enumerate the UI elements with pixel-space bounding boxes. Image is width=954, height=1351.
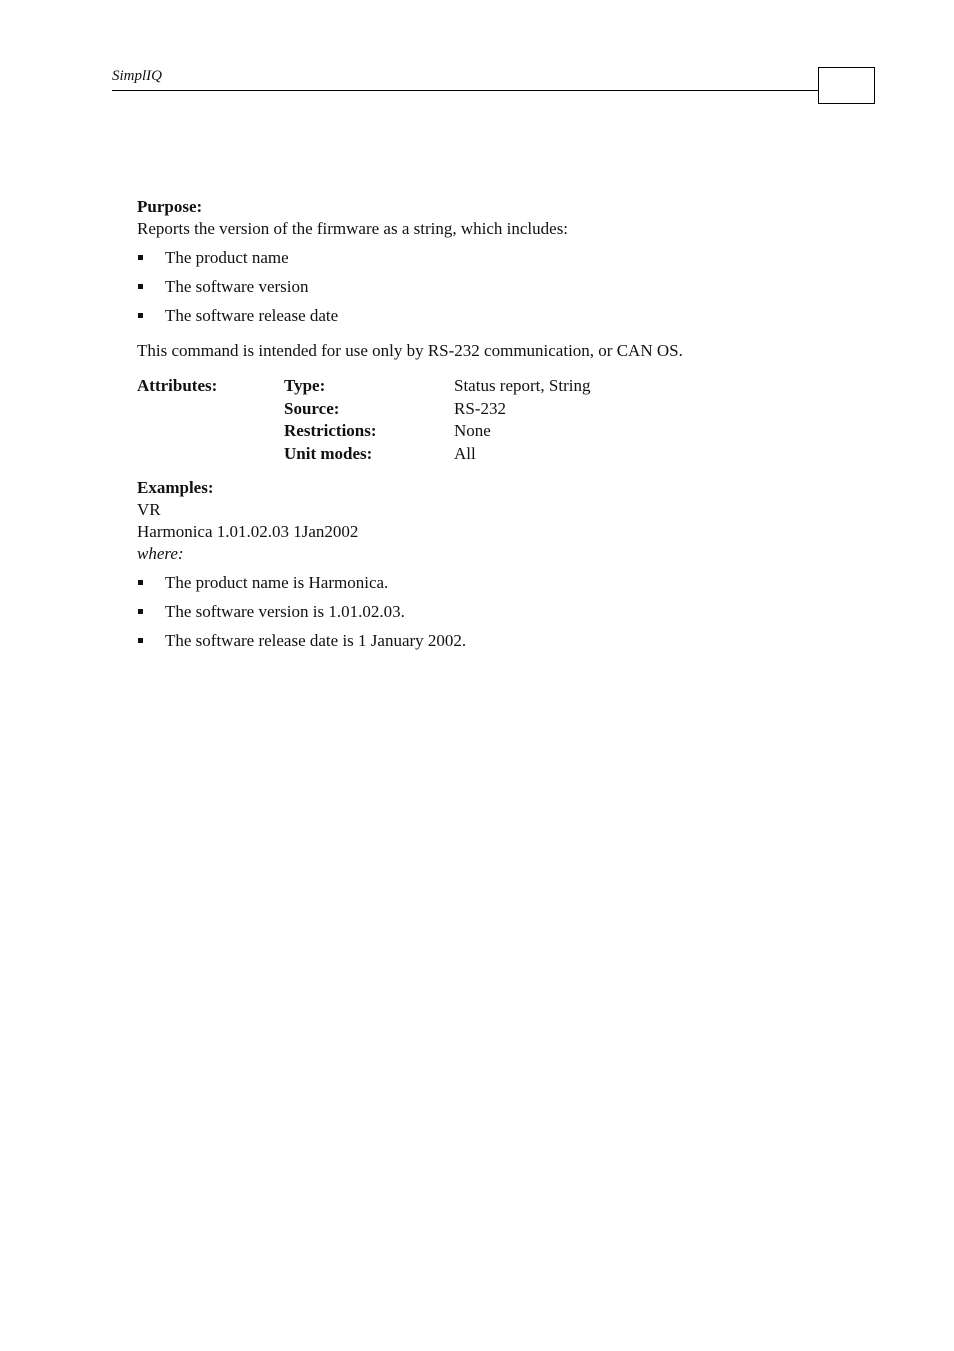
example-where-label: where: <box>137 543 184 563</box>
header-title: SimplIQ <box>112 68 162 84</box>
list-item-text: The software release date <box>165 306 339 325</box>
header-rule <box>112 90 819 91</box>
list-item-text: The product name <box>165 248 289 267</box>
attributes-spacer <box>137 420 284 442</box>
attribute-value: All <box>454 443 476 463</box>
attribute-value: Status report, String <box>454 376 591 395</box>
bullet-icon <box>138 313 143 318</box>
purpose-list <box>137 247 837 327</box>
attribute-label: Source: <box>284 398 340 418</box>
attribute-label: Unit modes: <box>284 443 373 463</box>
list-item <box>137 247 837 269</box>
bullet-icon <box>138 255 143 260</box>
attributes-spacer <box>137 398 284 420</box>
purpose-heading: Purpose: <box>137 197 203 216</box>
list-item <box>137 572 837 594</box>
list-item-text: The software version is 1.01.02.03. <box>165 601 405 621</box>
purpose-intro: Reports the version of the firmware as a string, which includes: <box>137 219 569 238</box>
list-item <box>137 601 837 623</box>
attributes-spacer <box>137 443 284 465</box>
list-item-text: The software version <box>165 277 309 296</box>
attribute-value: None <box>454 421 491 441</box>
bullet-icon <box>138 609 143 614</box>
purpose-note: This command is intended for use only by RS-232 communication, or CAN OS. <box>137 341 683 360</box>
examples-list <box>137 572 837 652</box>
list-item <box>137 305 837 327</box>
attribute-label: Type: <box>284 376 326 395</box>
list-item-text: The product name is Harmonica. <box>165 572 389 592</box>
bullet-icon <box>138 284 143 289</box>
examples-heading: Examples: <box>137 477 214 497</box>
attribute-value: RS-232 <box>454 398 506 418</box>
bullet-icon <box>138 638 143 643</box>
document-body <box>137 196 837 652</box>
attributes-heading: Attributes: <box>137 376 218 395</box>
bullet-icon <box>138 580 143 585</box>
page-number-box <box>818 67 875 104</box>
attribute-label: Restrictions: <box>284 421 377 441</box>
example-command: VR <box>137 499 161 519</box>
list-item-text: The software release date is 1 January 2002. <box>165 630 467 650</box>
list-item <box>137 630 837 652</box>
attributes-table <box>137 375 837 465</box>
list-item <box>137 276 837 298</box>
example-response: Harmonica 1.01.02.03 1Jan2002 <box>137 521 359 541</box>
